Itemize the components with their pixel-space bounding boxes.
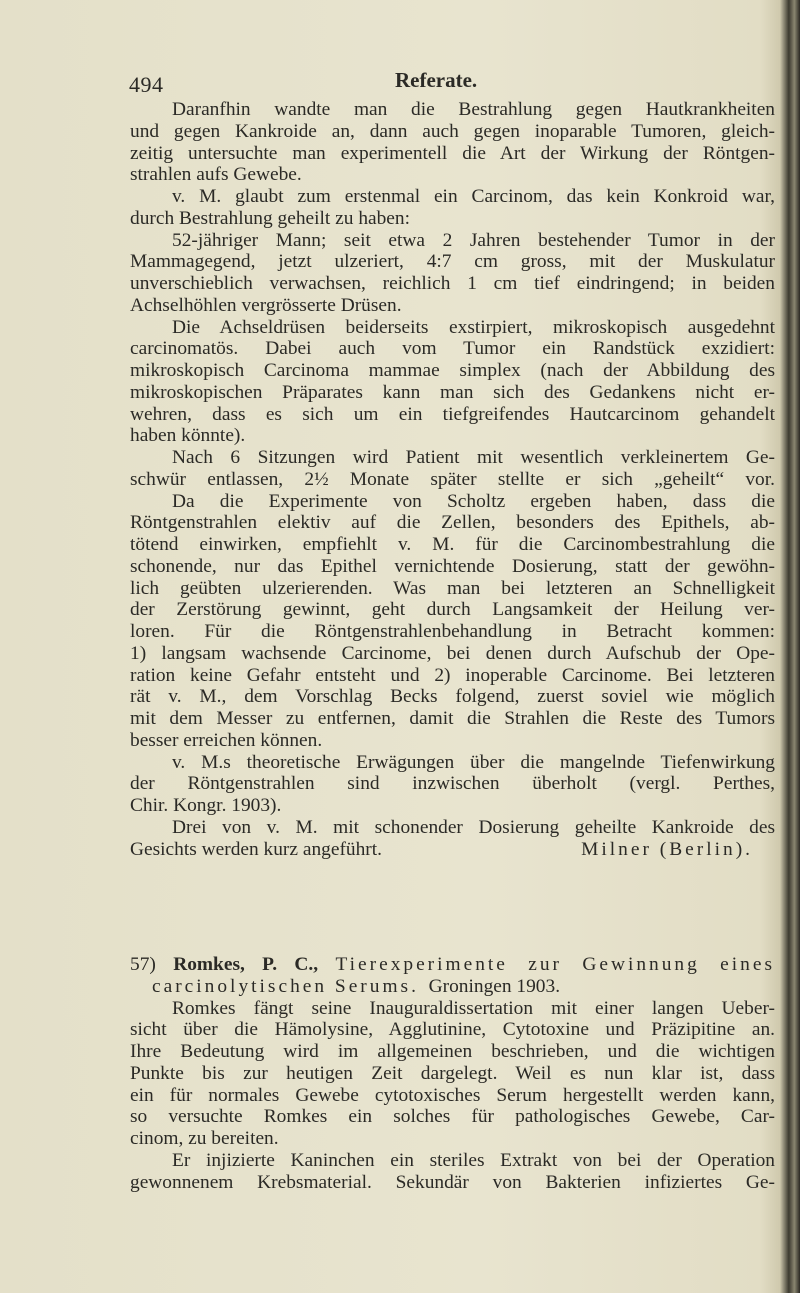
text-line: schwür entlassen, 2½ Monate später stellte er sich „geheilt“ vor. xyxy=(130,468,775,490)
text-line: loren. Für die Röntgenstrahlenbehandlung in Betracht kommen: xyxy=(130,621,775,642)
text-line: und gegen Kankroide an, dann auch gegen inoparable Tumoren, gleich- xyxy=(130,120,775,142)
review-entry-57 xyxy=(130,954,775,1193)
text-line: Romkes fängt seine Inauguraldissertation mit einer langen Ueber- xyxy=(172,997,775,1019)
text-line: strahlen aufs Gewebe. xyxy=(130,164,302,186)
entry-number: 57) xyxy=(130,954,156,975)
text-line: tötend einwirken, empfiehlt v. M. für die Carcinombestrahlung die xyxy=(130,534,775,555)
text-line: durch Bestrahlung geheilt zu haben: xyxy=(130,207,410,229)
text-line: v. M.s theoretische Erwägungen über die mangelnde Tiefenwirkung xyxy=(172,751,775,773)
entry-author: Romkes, P. C., xyxy=(173,954,319,975)
text-line: der Röntgenstrahlen sind inzwischen überholt (vergl. Perthes, xyxy=(130,773,775,795)
text-line: mikroskopisch Carcinoma mammae simplex (nach der Abbildung des xyxy=(130,360,775,381)
text-line: 52-jähriger Mann; seit etwa 2 Jahren bestehender Tumor in der xyxy=(172,229,775,251)
text-line: ein für normales Gewebe cytotoxisches Serum hergestellt werden kann, xyxy=(130,1084,775,1106)
text-line: Röntgenstrahlen elektiv auf die Zellen, besonders des Epithels, ab- xyxy=(130,512,775,534)
text-line: haben könnte). xyxy=(130,425,246,447)
text-line: Drei von v. M. mit schonender Dosierung geheilte Kankroide des xyxy=(172,816,775,838)
text-line: ration keine Gefahr entsteht und 2) inoperable Carcinome. Bei letzteren xyxy=(130,664,775,686)
entry-heading xyxy=(130,954,775,976)
text-line: der Zerstörung gewinnt, geht durch Langsamkeit der Heilung ver- xyxy=(130,599,775,621)
text-line: besser erreichen können. xyxy=(130,729,323,751)
closing-line xyxy=(130,839,775,861)
text-line: Chir. Kongr. 1903). xyxy=(130,795,282,816)
text-line: Die Achseldrüsen beiderseits exstirpiert, mikroskopisch ausgedehnt xyxy=(172,316,775,338)
text-line: Mammagegend, jetzt ulzeriert, 4:7 cm gross, mit der Muskulatur xyxy=(130,251,775,273)
text-line: mit dem Messer zu entfernen, damit die Strahlen die Reste des Tumors xyxy=(130,708,775,729)
text-line: gewonnenem Krebsmaterial. Sekundär von Bakterien infiziertes Ge- xyxy=(130,1171,775,1193)
text-line: mikroskopischen Präparates kann man sich des Gedankens nicht er- xyxy=(130,381,775,403)
text-line: schonende, nur das Epithel vernichtende Dosierung, statt der gewöhn- xyxy=(130,555,775,577)
text-line: Daranfhin wandte man die Bestrahlung gegen Hautkrankheiten xyxy=(172,99,775,120)
entry-place-year: Groningen 1903. xyxy=(428,975,561,997)
text-line: v. M. glaubt zum erstenmal ein Carcinom, das kein Konkroid war, xyxy=(172,186,775,207)
text-line: sicht über die Hämolysine, Agglutinine, Cytotoxine und Präzipitine an. xyxy=(130,1019,775,1041)
text-line: Punkte bis zur heutigen Zeit dargelegt. Weil es nun klar ist, dass xyxy=(130,1062,775,1084)
closing-text: Gesichts werden kurz angeführt. xyxy=(130,838,382,860)
text-line: unverschieblich verwachsen, reichlich 1 cm tief eindringend; in beiden xyxy=(130,273,775,294)
text-line: Da die Experimente von Scholtz ergeben haben, dass die xyxy=(172,490,775,512)
text-line: wehren, dass es sich um ein tiefgreifendes Hautcarcinom gehandelt xyxy=(130,403,775,425)
review-section-milner xyxy=(130,99,775,860)
text-line: Ihre Bedeutung wird im allgemeinen beschrieben, und die wichtigen xyxy=(130,1041,775,1062)
entry-title-continued: carcinolytischen Serums. xyxy=(152,975,419,997)
text-line: carcinomatös. Dabei auch vom Tumor ein Randstück exzidiert: xyxy=(130,338,775,360)
entry-heading-continued xyxy=(130,976,775,998)
text-line: 1) langsam wachsende Carcinome, bei denen durch Aufschub der Ope- xyxy=(130,642,775,664)
entry-title: Tierexperimente zur Gewinnung eines xyxy=(335,954,775,975)
text-line: cinom, zu bereiten. xyxy=(130,1128,279,1149)
reviewer-signature: Milner (Berlin). xyxy=(581,838,753,860)
text-line: Er injizierte Kaninchen ein steriles Extrakt von bei der Operation xyxy=(172,1149,775,1171)
text-line: lich geübten ulzerierenden. Was man bei letzteren an Schnelligkeit xyxy=(130,577,775,599)
text-line: zeitig untersuchte man experimentell die Art der Wirkung der Röntgen- xyxy=(130,142,775,164)
text-line: rät v. M., dem Vorschlag Becks folgend, zuerst soviel wie möglich xyxy=(130,686,775,708)
page-number: 494 xyxy=(129,72,164,97)
text-line: so versuchte Romkes ein solches für pathologisches Gewebe, Car- xyxy=(130,1106,775,1128)
text-line: Achselhöhlen vergrösserte Drüsen. xyxy=(130,294,402,316)
text-line: Nach 6 Sitzungen wird Patient mit wesentlich verkleinertem Ge- xyxy=(172,447,775,468)
running-header: Referate. xyxy=(395,68,478,92)
